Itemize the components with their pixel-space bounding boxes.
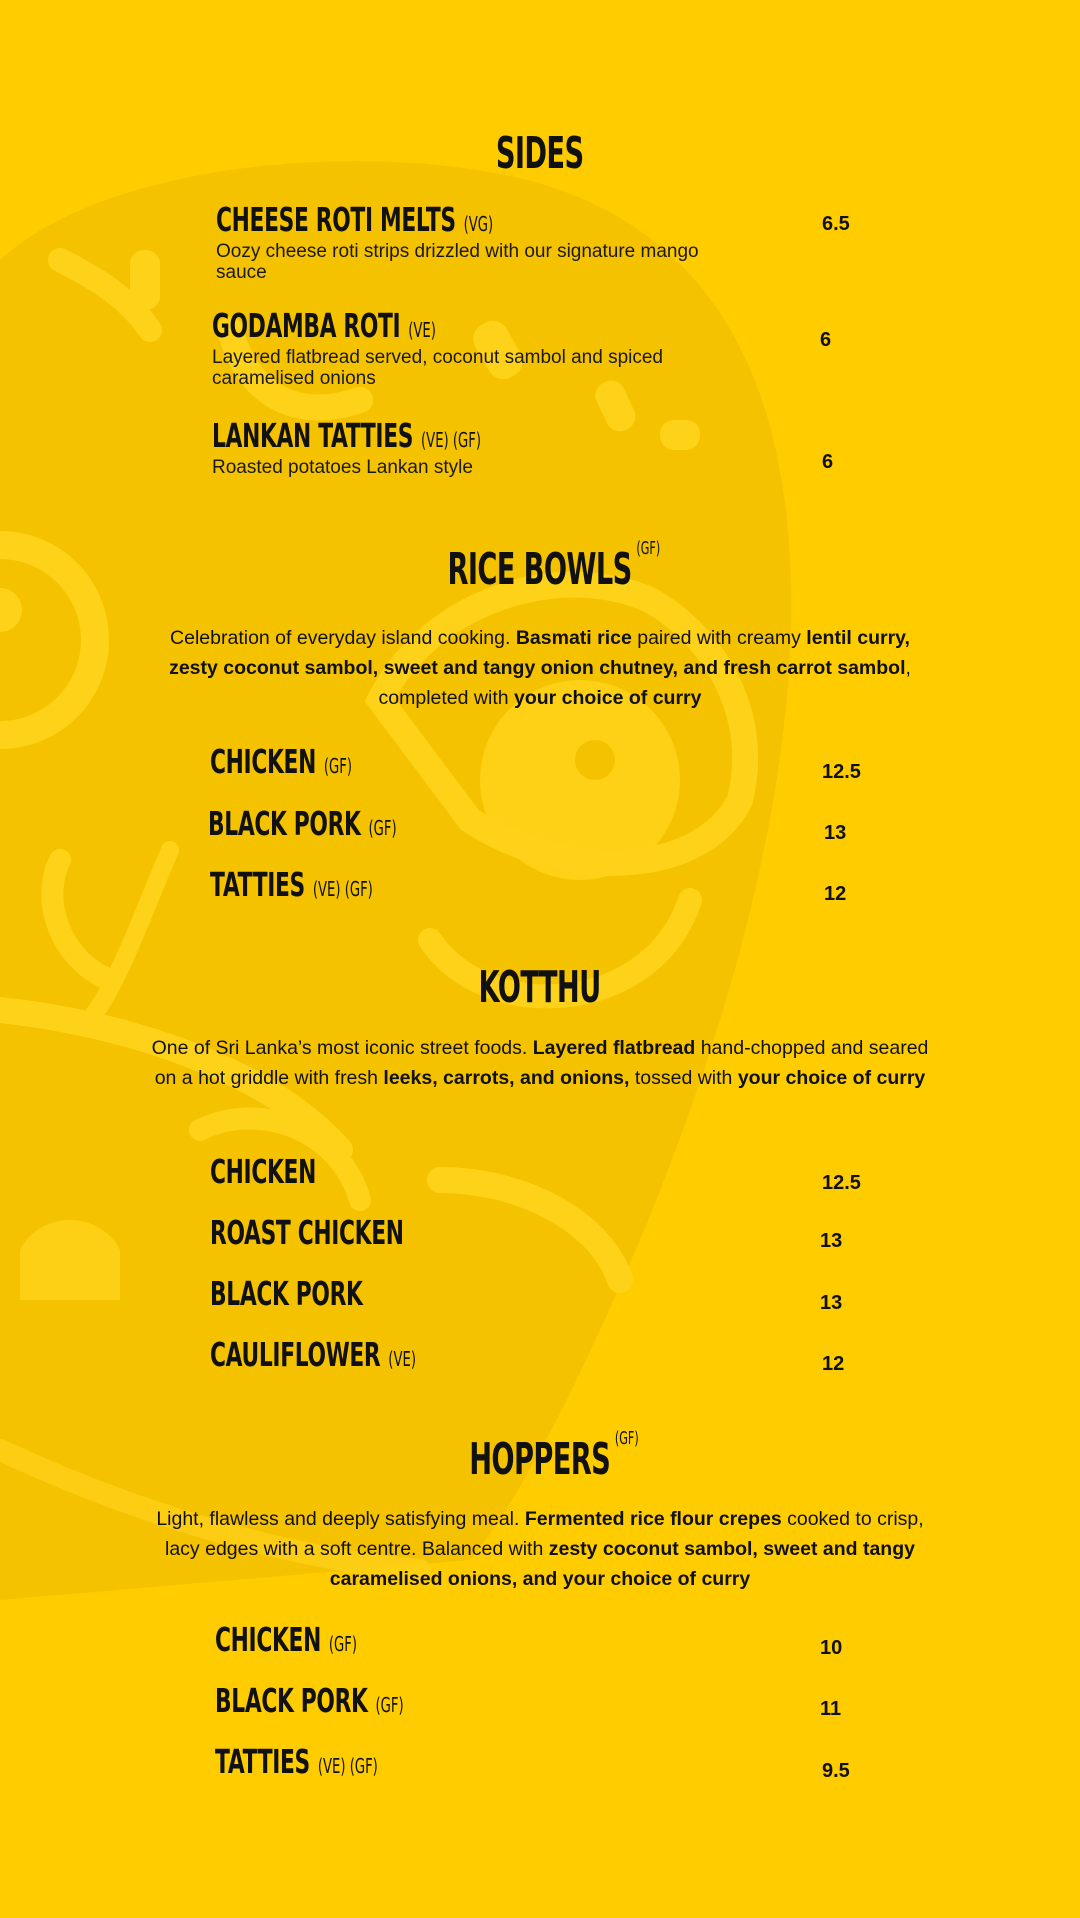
dietary-tag: (GF) bbox=[368, 816, 397, 840]
item-name: BLACK PORK bbox=[208, 804, 361, 843]
dietary-tag: (GF) bbox=[328, 1632, 358, 1656]
item-price: 6 bbox=[820, 329, 832, 351]
intro-text: , completed with bbox=[378, 657, 911, 709]
intro-text: Celebration of everyday island cooking. bbox=[170, 627, 516, 649]
dietary-tag: (GF) bbox=[375, 1693, 404, 1717]
intro-highlight: Basmati rice bbox=[515, 627, 632, 649]
item-price: 12.5 bbox=[822, 761, 861, 783]
menu-item-lankan-tatties bbox=[212, 416, 732, 478]
item-name: ROAST CHICKEN bbox=[210, 1213, 404, 1252]
title-tag: (GF) bbox=[615, 1428, 639, 1449]
menu-item-cheese-roti-melts bbox=[216, 200, 716, 283]
intro-highlight: Fermented rice flour crepes bbox=[524, 1508, 782, 1530]
dietary-tag: (VE) (GF) bbox=[317, 1754, 378, 1778]
menu-item-kotthu-chicken bbox=[210, 1152, 383, 1191]
item-name: BLACK PORK bbox=[210, 1274, 363, 1313]
item-description: Oozy cheese roti strips drizzled with our signature mango sauce bbox=[216, 241, 699, 283]
item-price: 10 bbox=[820, 1637, 843, 1659]
item-name: GODAMBA ROTI bbox=[212, 306, 401, 345]
dietary-tag: (GF) bbox=[323, 754, 353, 778]
intro-highlight: your choice of curry bbox=[737, 1067, 926, 1089]
dietary-tag: (VE) (GF) bbox=[312, 877, 373, 901]
item-price: 13 bbox=[820, 1292, 843, 1314]
intro-text: Light, flawless and deeply satisfying meal. bbox=[156, 1508, 525, 1530]
intro-text: tossed with bbox=[629, 1067, 738, 1089]
section-title-hoppers: HOPPERS (GF) bbox=[469, 1428, 639, 1485]
section-intro-hoppers bbox=[150, 1504, 930, 1594]
title-tag: (GF) bbox=[636, 538, 661, 559]
item-price: 6.5 bbox=[822, 213, 850, 235]
menu-item-rice-black-pork bbox=[208, 804, 494, 843]
menu-item-rice-tatties bbox=[210, 865, 457, 904]
item-name: BLACK PORK bbox=[215, 1681, 368, 1720]
section-intro-kotthu bbox=[150, 1033, 930, 1093]
menu-item-godamba-roti bbox=[212, 306, 732, 389]
item-name: CHICKEN bbox=[210, 1152, 316, 1191]
item-name: LANKAN TATTIES bbox=[212, 416, 414, 455]
item-price: 12.5 bbox=[822, 1172, 861, 1194]
menu-item-kotthu-cauliflower bbox=[210, 1335, 522, 1374]
intro-highlight: your choice of curry bbox=[514, 687, 702, 709]
dietary-tag: (VG) bbox=[463, 212, 494, 236]
menu-item-kotthu-black-pork bbox=[210, 1274, 453, 1313]
item-price: 13 bbox=[820, 1230, 843, 1252]
intro-highlight: zesty coconut sambol, sweet and tangy caramelised onions, and your choice of curry bbox=[329, 1538, 915, 1590]
item-price: 6 bbox=[822, 451, 834, 473]
dietary-tag: (VE) bbox=[408, 318, 436, 342]
intro-highlight: Layered flatbread bbox=[532, 1037, 696, 1059]
item-price: 12 bbox=[822, 1353, 845, 1375]
item-price: 13 bbox=[824, 822, 847, 844]
intro-text: One of Sri Lanka’s most iconic street foods. bbox=[151, 1037, 533, 1059]
section-title-rice-bowls: RICE BOWLS (GF) bbox=[447, 538, 661, 595]
section-title-kotthu: KOTTHU bbox=[478, 962, 602, 1013]
item-price: 11 bbox=[820, 1698, 842, 1720]
dietary-tag: (VE) bbox=[388, 1347, 416, 1371]
item-name: CHICKEN bbox=[210, 742, 316, 781]
intro-highlight: leeks, carrots, and onions, bbox=[383, 1067, 630, 1089]
item-name: CAULIFLOWER bbox=[210, 1335, 381, 1374]
menu-item-hoppers-tatties bbox=[215, 1742, 462, 1781]
intro-text: cooked to crisp, lacy edges with a soft centre. Balanced with bbox=[165, 1508, 924, 1560]
intro-text: paired with creamy bbox=[631, 627, 807, 649]
item-description: Layered flatbread served, coconut sambol and spiced caramelised onions bbox=[212, 347, 663, 389]
item-price: 9.5 bbox=[822, 1760, 850, 1782]
dietary-tag: (VE) (GF) bbox=[421, 428, 482, 452]
item-price: 12 bbox=[824, 883, 847, 905]
menu-item-rice-chicken bbox=[210, 742, 425, 781]
intro-text: hand-chopped and seared on a hot griddle with fresh bbox=[154, 1037, 929, 1089]
menu-item-hoppers-chicken bbox=[215, 1620, 430, 1659]
item-name: TATTIES bbox=[215, 1742, 310, 1781]
section-intro-rice-bowls bbox=[150, 623, 930, 713]
item-description: Roasted potatoes Lankan style bbox=[212, 457, 473, 478]
item-name: TATTIES bbox=[210, 865, 305, 904]
menu-item-kotthu-roast-chicken bbox=[210, 1213, 515, 1252]
intro-highlight: lentil curry, zesty coconut sambol, sweet and tangy onion chutney, and fresh carrot sambol bbox=[169, 627, 910, 679]
item-name: CHICKEN bbox=[215, 1620, 321, 1659]
section-title-sides: SIDES bbox=[496, 128, 584, 179]
menu-item-hoppers-black-pork bbox=[215, 1681, 501, 1720]
item-name: CHEESE ROTI MELTS bbox=[216, 200, 456, 239]
